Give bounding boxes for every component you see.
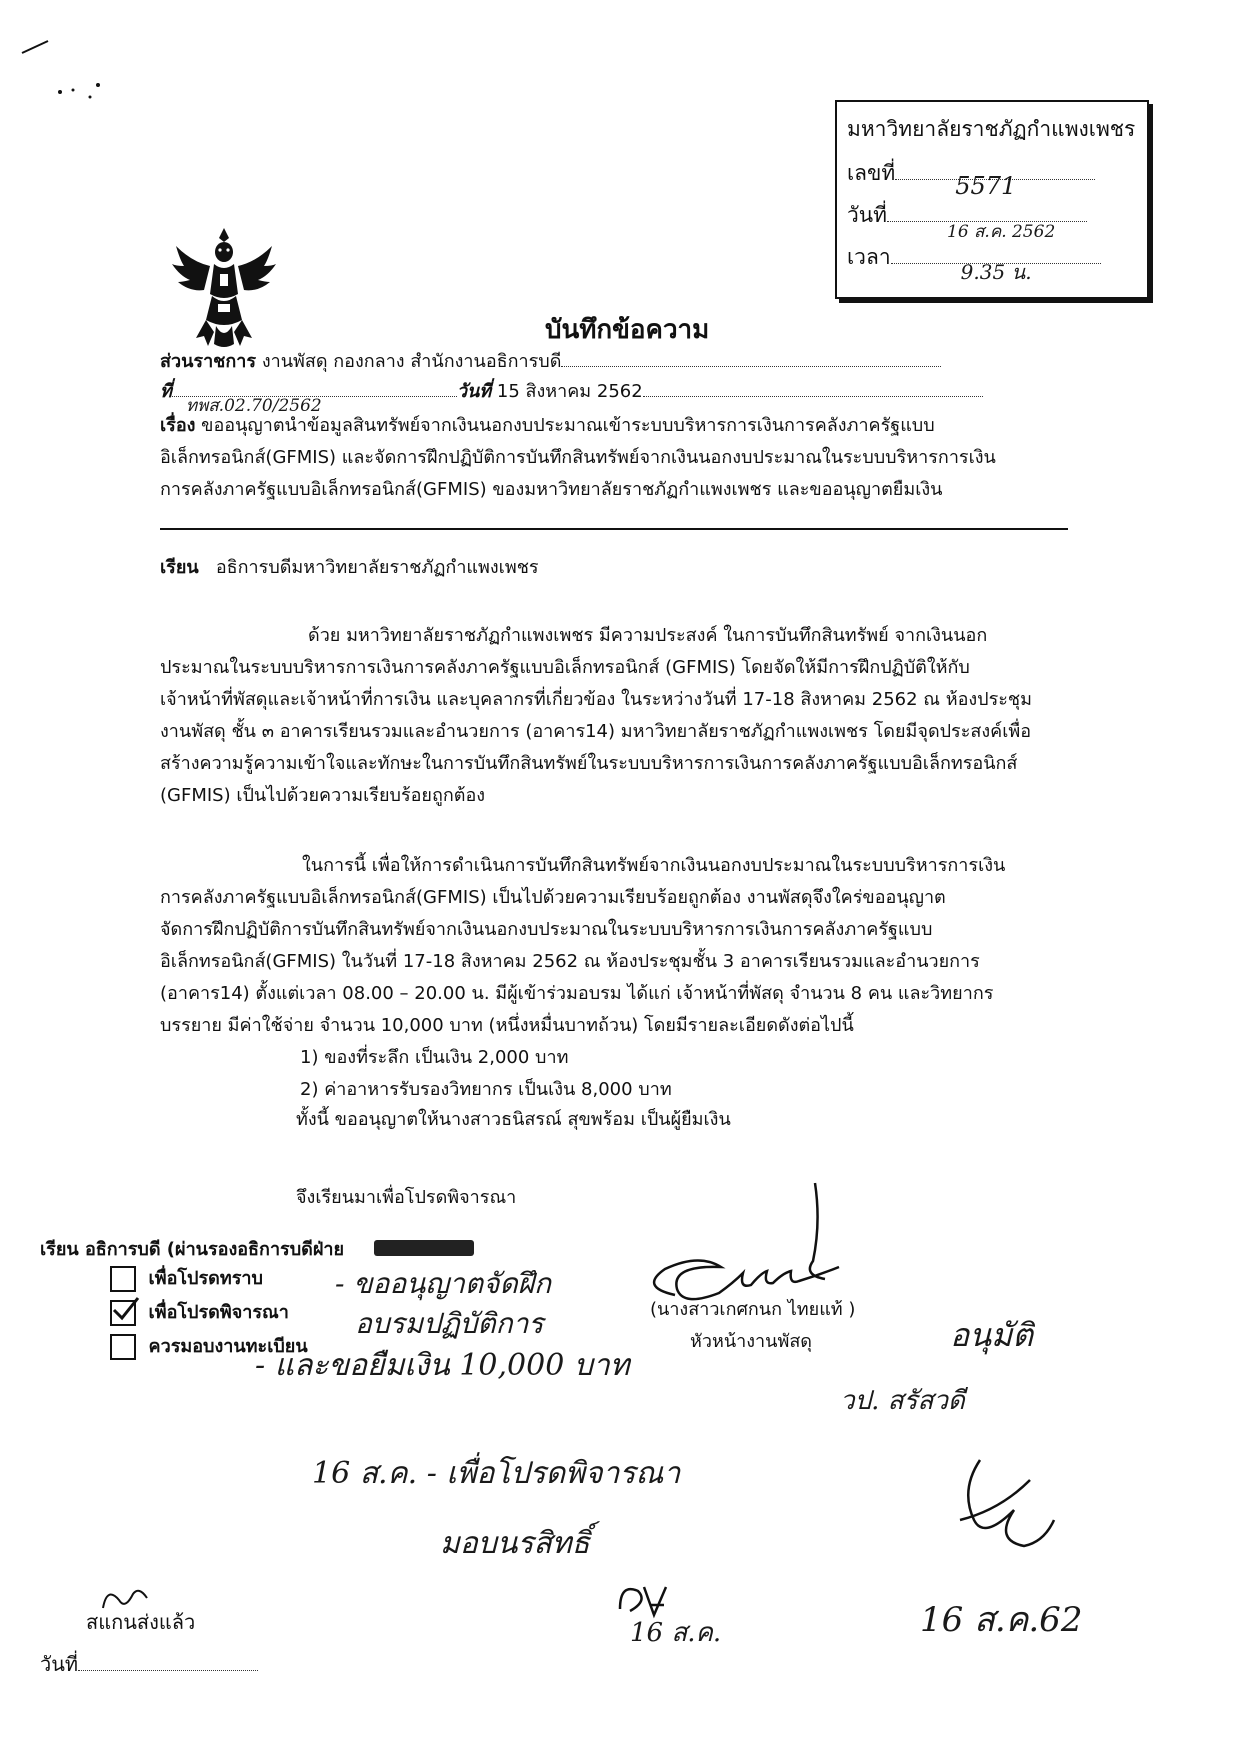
routing-option: เพื่อโปรดพิจารณา	[110, 1300, 289, 1326]
para1-line: เจ้าหน้าที่พัสดุและเจ้าหน้าที่การเงิน และบุคลากรที่เกี่ยวข้อง ในระหว่างวันที่ 17-18 สิงหาคม 2562 ณ ห้องประชุม	[160, 689, 1033, 710]
handwritten-note: มอบนรสิทธิ์	[440, 1526, 590, 1561]
handwritten-note: - ขออนุญาตจัดฝึก	[335, 1267, 551, 1300]
signer-position: หัวหน้างานพัสดุ	[690, 1331, 812, 1352]
dept-row: ส่วนราชการ งานพัสดุ กองกลาง สำนักงานอธิการบดี	[160, 350, 941, 374]
redaction-mark	[374, 1240, 474, 1256]
stamp-number: 5571	[955, 172, 1017, 200]
stamp-time-row: เวลา 9.35 น.	[847, 244, 1101, 270]
routing-option: ควรมอบงานทะเบียน	[110, 1334, 308, 1360]
ref-value: ทพส.02.70/2562	[185, 396, 322, 416]
handwritten-note: อบรมปฏิบัติการ	[355, 1307, 544, 1340]
checkbox[interactable]	[110, 1334, 136, 1360]
header-divider	[160, 528, 1068, 530]
stamp-university: มหาวิทยาลัยราชภัฏกำแพงเพชร	[847, 117, 1136, 141]
handwritten-note: วป. สรัสวดี	[840, 1386, 965, 1416]
para2-line: บรรยาย มีค่าใช้จ่าย จำนวน 10,000 บาท (หนึ่งหมื่นบาทถ้วน) โดยมีรายละเอียดดังต่อไปนี้	[160, 1015, 854, 1036]
handwritten-date: 16 ส.ค.62	[920, 1600, 1083, 1640]
checkbox[interactable]	[110, 1266, 136, 1292]
para1-line: (GFMIS) เป็นไปด้วยความเรียบร้อยถูกต้อง	[160, 785, 486, 806]
handwritten-note: 16 ส.ค. - เพื่อโปรดพิจารณา	[312, 1456, 681, 1491]
subject-line-2: อิเล็กทรอนิกส์(GFMIS) และจัดการฝึกปฏิบัติการบันทึกสินทรัพย์จากเงินนอกงบประมาณในระบบบริหารการเงิน	[160, 447, 996, 468]
para2-line: ในการนี้ เพื่อให้การดำเนินการบันทึกสินทรัพย์จากเงินนอกงบประมาณในระบบบริหารการเงิน	[302, 855, 1006, 876]
para2-line: (อาคาร14) ตั้งแต่เวลา 08.00 – 20.00 น. มีผู้เข้าร่วมอบรม ได้แก่ เจ้าหน้าที่พัสดุ จำนวน 8 คน และวิทยากร	[160, 983, 994, 1004]
stamp-number-row: เลขที่ 5571	[847, 160, 1095, 186]
to-value: อธิการบดีมหาวิทยาลัยราชภัฏกำแพงเพชร	[215, 557, 539, 578]
para1-line: สร้างความรู้ความเข้าใจและทักษะในการบันทึกสินทรัพย์ในระบบบริหารการเงินการคลังภาครัฐแบบอิเล็กทรอนิกส์	[160, 753, 1018, 774]
handwritten-note: - และขอยืมเงิน 10,000 บาท	[255, 1348, 630, 1383]
corner-marks	[10, 35, 110, 105]
para1-line: ด้วย มหาวิทยาลัยราชภัฏกำแพงเพชร มีความประสงค์ ในการบันทึกสินทรัพย์ จากเงินนอก	[308, 625, 988, 646]
stamp-date-row: วันที่ 16 ส.ค. 2562	[847, 202, 1087, 228]
handwritten-approval: อนุมัติ	[950, 1316, 1033, 1354]
memo-date: 15 สิงหาคม 2562	[496, 381, 643, 402]
para2-line: อิเล็กทรอนิกส์(GFMIS) ในวันที่ 17-18 สิงหาคม 2562 ณ ห้องประชุมชั้น 3 อาคารเรียนรวมและอำนวยการ	[160, 951, 980, 972]
receipt-stamp	[835, 100, 1149, 299]
request-line: จึงเรียนมาเพื่อโปรดพิจารณา	[296, 1187, 517, 1208]
checkbox-checked[interactable]	[110, 1300, 136, 1326]
para2-line: จัดการฝึกปฏิบัติการบันทึกสินทรัพย์จากเงินนอกงบประมาณในระบบบริหารการเงินการคลังภาครัฐแบบ	[160, 919, 933, 940]
garuda-emblem-icon	[170, 222, 278, 350]
to-row: เรียน อธิการบดีมหาวิทยาลัยราชภัฏกำแพงเพชร	[160, 557, 539, 578]
handwritten-date: 16 ส.ค.	[630, 1618, 722, 1648]
expense-item: 1) ของที่ระลึก เป็นเงิน 2,000 บาท	[300, 1047, 569, 1068]
dept-value: งานพัสดุ กองกลาง สำนักงานอธิการบดี	[261, 351, 562, 372]
expense-item: 2) ค่าอาหารรับรองวิทยากร เป็นเงิน 8,000 บาท	[300, 1079, 672, 1100]
para1-line: ประมาณในระบบบริหารการเงินการคลังภาครัฐแบบอิเล็กทรอนิกส์ (GFMIS) โดยจัดให้มีการฝึกปฏิบัติให้กับ	[160, 657, 970, 678]
ref-row: ที่ ทพส.02.70/2562 วันที่ 15 สิงหาคม 2562	[160, 380, 983, 404]
routing-to: เรียน อธิการบดี (ผ่านรองอธิการบดีฝ่าย	[40, 1239, 345, 1260]
para2-line: การคลังภาครัฐแบบอิเล็กทรอนิกส์(GFMIS) เป็นไปด้วยความเรียบร้อยถูกต้อง งานพัสดุจึงใคร่ขออนุญาต	[160, 887, 946, 908]
director-signature-icon	[940, 1450, 1060, 1560]
subject-line-3: การคลังภาครัฐแบบอิเล็กทรอนิกส์(GFMIS) ของมหาวิทยาลัยราชภัฏกำแพงเพชร และขออนุญาตยืมเงิน	[160, 479, 943, 500]
closing-line: ทั้งนี้ ขออนุญาตให้นางสาวธนิสรณ์ สุขพร้อม เป็นผู้ยืมเงิน	[296, 1109, 731, 1130]
stamp-time: 9.35 น.	[960, 260, 1032, 284]
scanned-date-row: วันที่	[40, 1652, 258, 1676]
para1-line: งานพัสดุ ชั้น ๓ อาคารเรียนรวมและอำนวยการ (อาคาร14) มหาวิทยาลัยราชภัฏกำแพงเพชร โดยมีจุดประสงค์เพื่อ	[160, 721, 1032, 742]
memo-title: บันทึกข้อความ	[545, 315, 710, 345]
scanned-label: สแกนส่งแล้ว	[86, 1610, 196, 1634]
stamp-date: 16 ส.ค. 2562	[947, 222, 1056, 242]
signer-name: (นางสาวเกศกนก ไทยแท้ )	[650, 1299, 856, 1320]
subject-line-1: เรื่อง ขออนุญาตนำข้อมูลสินทรัพย์จากเงินนอกงบประมาณเข้าระบบบริหารการเงินการคลังภาครัฐแบบ	[160, 415, 935, 436]
routing-option: เพื่อโปรดทราบ	[110, 1266, 263, 1292]
